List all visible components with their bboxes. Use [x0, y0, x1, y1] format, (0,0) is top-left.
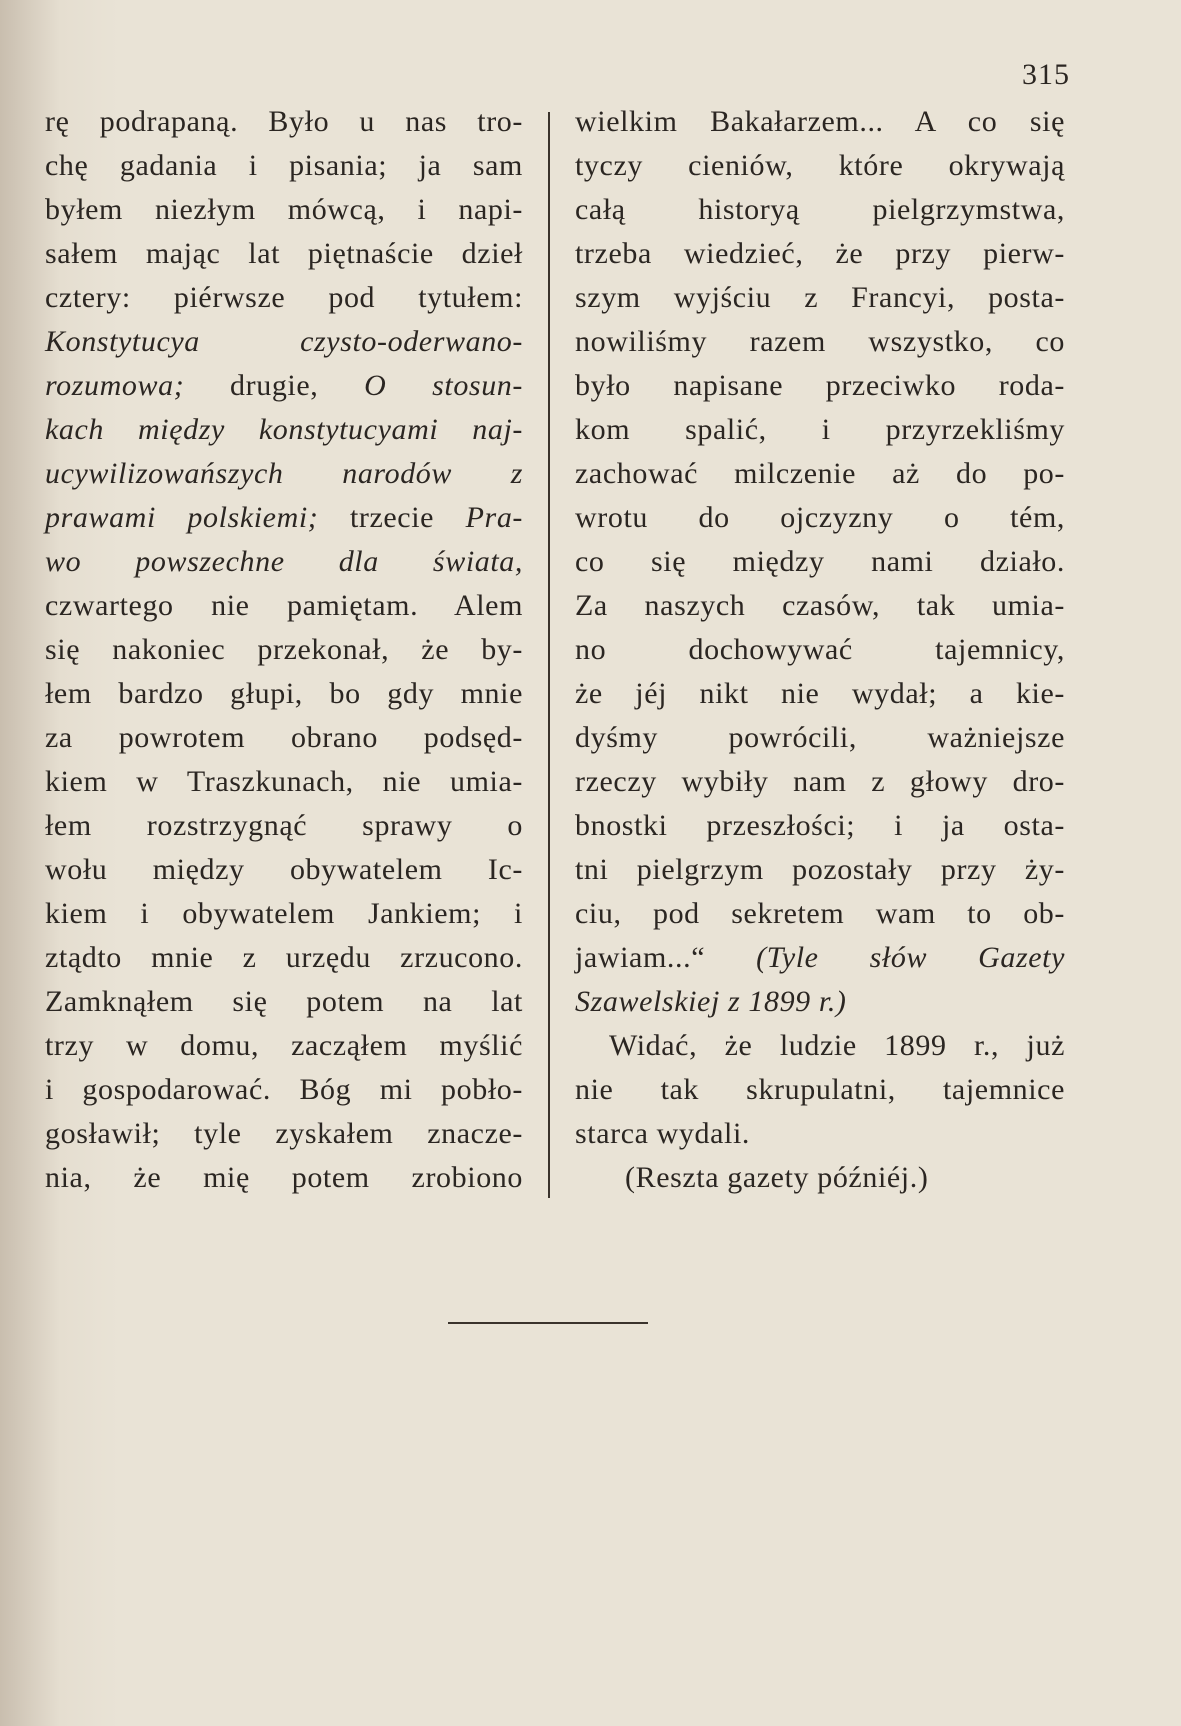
- italic-text: Pra-: [465, 501, 524, 534]
- text-line: [575, 540, 1065, 584]
- text-segment: chę gadania i pisania; ja sam: [45, 149, 523, 182]
- text-segment: nie tak skrupulatni, tajemnice: [575, 1073, 1065, 1106]
- text-segment: Za naszych czasów, tak umia-: [575, 589, 1065, 622]
- right-text-column: [575, 100, 1065, 1200]
- text-segment: łem rozstrzygnąć sprawy o: [45, 809, 523, 842]
- text-line: [45, 804, 523, 848]
- text-segment: starca wydali.: [575, 1117, 750, 1150]
- text-segment: drugie,: [184, 369, 365, 402]
- text-segment: kom spalić, i przyrzekliśmy: [575, 413, 1065, 446]
- text-segment: za powrotem obrano podsęd-: [45, 721, 523, 754]
- text-line: [45, 672, 523, 716]
- text-segment: i gospodarować. Bóg mi pobło-: [45, 1073, 523, 1106]
- text-line: [575, 496, 1065, 540]
- text-line: [575, 804, 1065, 848]
- text-line: [575, 1068, 1065, 1112]
- italic-text: prawami polskiemi;: [45, 501, 319, 534]
- text-segment: kiem i obywatelem Jankiem; i: [45, 897, 523, 930]
- text-line: [575, 1156, 1065, 1200]
- italic-text: O stosun-: [364, 369, 523, 402]
- text-line: [575, 144, 1065, 188]
- text-segment: trzeba wiedzieć, że przy pierw-: [575, 237, 1065, 270]
- text-segment: ztądto mnie z urzędu zrzucono.: [45, 941, 523, 974]
- text-line: [45, 452, 523, 496]
- text-segment: sałem mając lat piętnaście dzieł: [45, 237, 523, 270]
- text-line: [575, 628, 1065, 672]
- text-segment: trzecie: [318, 501, 466, 534]
- text-line: [45, 628, 523, 672]
- text-segment: trzy w domu, zacząłem myślić: [45, 1029, 523, 1062]
- text-line: [575, 408, 1065, 452]
- text-segment: rę podrapaną. Było u nas tro-: [45, 105, 523, 138]
- text-line: [45, 408, 523, 452]
- text-segment: Zamknąłem się potem na lat: [45, 985, 523, 1018]
- text-segment: ciu, pod sekretem wam to ob-: [575, 897, 1065, 930]
- text-segment: kiem w Traszkunach, nie umia-: [45, 765, 523, 798]
- text-line: [575, 892, 1065, 936]
- text-segment: wielkim Bakałarzem... A co się: [575, 105, 1065, 138]
- text-line: [575, 1112, 1065, 1156]
- text-segment: nia, że mię potem zrobiono: [45, 1161, 523, 1194]
- text-segment: jawiam...“: [575, 941, 757, 974]
- text-line: [45, 892, 523, 936]
- text-line: [45, 980, 523, 1024]
- text-line: [575, 276, 1065, 320]
- text-segment: no dochowywać tajemnicy,: [575, 633, 1065, 666]
- text-segment: że jéj nikt nie wydał; a kie-: [575, 677, 1065, 710]
- text-segment: czwartego nie pamiętam. Alem: [45, 589, 523, 622]
- text-line: [45, 320, 523, 364]
- text-line: [45, 100, 523, 144]
- text-line: [45, 276, 523, 320]
- text-segment: bnostki przeszłości; i ja osta-: [575, 809, 1065, 842]
- text-segment: nowiliśmy razem wszystko, co: [575, 325, 1065, 358]
- text-segment: cztery: piérwsze pod tytułem:: [45, 281, 523, 314]
- text-segment: tni pielgrzym pozostały przy ży-: [575, 853, 1065, 886]
- text-segment: Widać, że ludzie 1899 r., już: [609, 1029, 1065, 1062]
- text-segment: gosławił; tyle zyskałem znacze-: [45, 1117, 523, 1150]
- text-line: [575, 716, 1065, 760]
- text-line: [575, 452, 1065, 496]
- text-line: [45, 144, 523, 188]
- text-line: [575, 584, 1065, 628]
- text-segment: byłem niezłym mówcą, i napi-: [45, 193, 523, 226]
- text-line: [45, 716, 523, 760]
- left-text-column: [45, 100, 523, 1200]
- text-line: [575, 848, 1065, 892]
- text-line: [45, 848, 523, 892]
- text-line: [575, 188, 1065, 232]
- text-segment: tyczy cieniów, które okrywają: [575, 149, 1065, 182]
- text-line: [575, 100, 1065, 144]
- text-line: [45, 936, 523, 980]
- italic-text: (Tyle słów Gazety: [756, 941, 1065, 974]
- text-line: [45, 232, 523, 276]
- italic-text: rozumowa;: [45, 369, 185, 402]
- page-number: 315: [1022, 58, 1070, 91]
- end-rule: [448, 1322, 648, 1324]
- italic-text: ucywilizowańszych narodów z: [45, 457, 523, 490]
- text-line: [45, 364, 523, 408]
- text-segment: szym wyjściu z Francyi, posta-: [575, 281, 1065, 314]
- text-line: [575, 980, 1065, 1024]
- text-line: [575, 936, 1065, 980]
- text-segment: (Reszta gazety późniéj.): [625, 1161, 929, 1194]
- text-line: [575, 320, 1065, 364]
- text-segment: łem bardzo głupi, bo gdy mnie: [45, 677, 523, 710]
- text-line: [45, 188, 523, 232]
- text-segment: całą historyą pielgrzymstwa,: [575, 193, 1065, 226]
- text-line: [45, 1156, 523, 1200]
- text-segment: zachować milczenie aż do po-: [575, 457, 1065, 490]
- text-segment: co się między nami działo.: [575, 545, 1065, 578]
- text-line: [45, 584, 523, 628]
- text-segment: było napisane przeciwko roda-: [575, 369, 1065, 402]
- text-segment: dyśmy powrócili, ważniejsze: [575, 721, 1065, 754]
- text-segment: wrotu do ojczyzny o tém,: [575, 501, 1065, 534]
- text-line: [45, 540, 523, 584]
- text-line: [575, 760, 1065, 804]
- text-line: [45, 496, 523, 540]
- italic-text: wo powszechne dla świata,: [45, 545, 523, 578]
- text-segment: się nakoniec przekonał, że by-: [45, 633, 523, 666]
- text-line: [45, 1024, 523, 1068]
- text-line: [575, 672, 1065, 716]
- text-line: [575, 1024, 1065, 1068]
- italic-text: Szawelskiej z 1899 r.): [575, 985, 847, 1018]
- text-segment: rzeczy wybiły nam z głowy dro-: [575, 765, 1065, 798]
- italic-text: Konstytucya czysto-oderwano-: [45, 325, 523, 358]
- column-divider: [548, 112, 550, 1198]
- text-line: [575, 364, 1065, 408]
- text-segment: wołu między obywatelem Ic-: [45, 853, 523, 886]
- italic-text: kach między konstytucyami naj-: [45, 413, 523, 446]
- text-line: [45, 760, 523, 804]
- text-line: [45, 1068, 523, 1112]
- text-line: [575, 232, 1065, 276]
- text-line: [45, 1112, 523, 1156]
